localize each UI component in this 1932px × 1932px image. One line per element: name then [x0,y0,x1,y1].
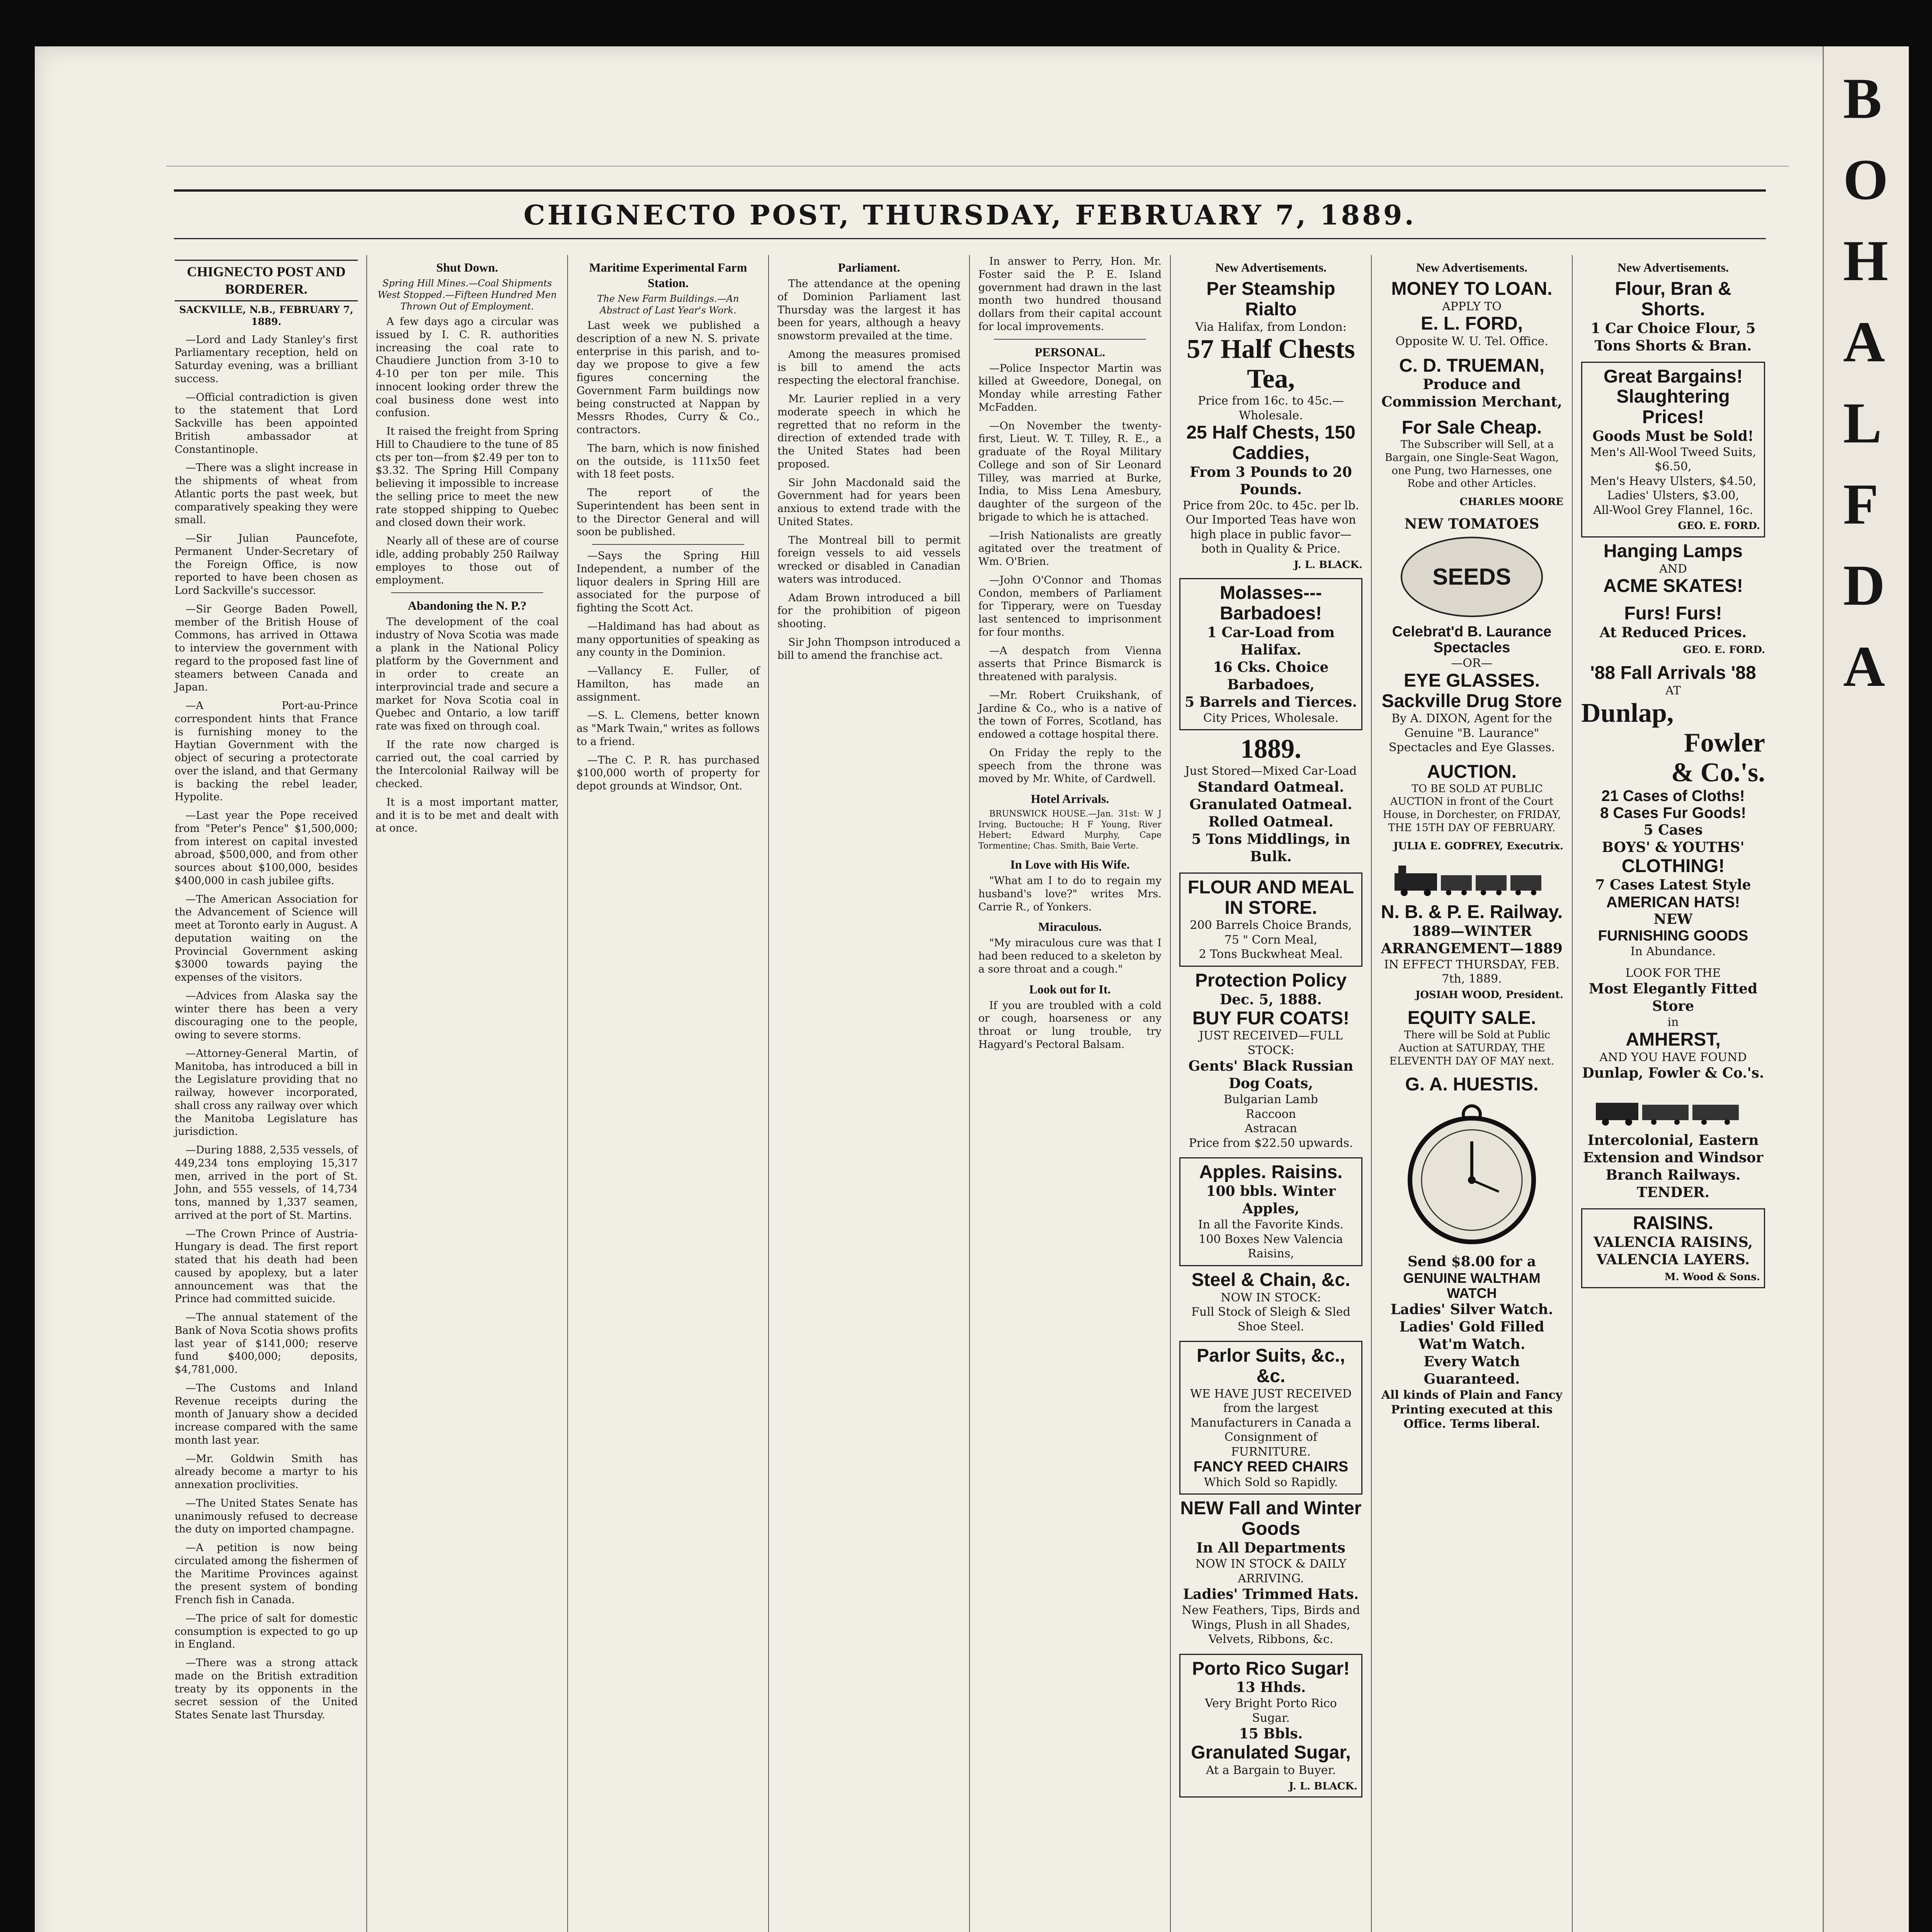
news-item: —The C. P. R. has purchased $100,000 worth of property for depot grounds at Windsor, Ont. [577,754,760,792]
ad-line: IN EFFECT THURSDAY, FEB. 7th, 1889. [1384,957,1560,986]
article-subhead: The New Farm Buildings.—An Abstract of Last Year's Work. [597,293,739,316]
ad-headline: Parlor Suits, &c., &c. [1196,1345,1345,1386]
news-item: —The annual statement of the Bank of Nova Scotia shows profits last year of $141,000; reserve fund $400,000; deposits, $4,781,000. [175,1311,358,1376]
section-heading: New Advertisements. [1416,260,1527,274]
ad-line: Our Imported Teas have won high place in public favor—both in Quality & Price. [1185,513,1356,556]
ad-body: There will be Sold at Public Auction at SATURDAY, THE ELEVENTH DAY OF MAY next. [1389,1029,1554,1067]
ad-line: 1 Car-Load from Halifax. [1207,624,1335,658]
ad-line: Dec. 5, 1888. [1220,991,1322,1008]
ad-line: In Abundance. [1630,945,1716,959]
ad-line: At Reduced Prices. [1599,624,1747,641]
ad-line: 75 " Corn Meal, [1224,933,1318,947]
ad-headline: Porto Rico Sugar! [1192,1658,1350,1679]
ad-block [1179,1157,1362,1266]
ad-signature: CHARLES MOORE [1459,496,1563,508]
ad-line: WE HAVE JUST RECEIVED from the largest Manufacturers in Canada a Consignment of FURNITURE. [1190,1387,1352,1459]
divider [592,544,744,545]
ad-signature: J. L. BLACK. [1289,1780,1357,1792]
pocket-watch-icon [1398,1099,1545,1246]
ad-line: 5 Cases [1643,821,1703,838]
ad-line: 100 bbls. Winter Apples, [1206,1183,1336,1217]
news-item: —Mr. Robert Cruikshank, of Jardine & Co., who is a native of the town of Forres, Scotland, has endowed a cottage hospital there. [978,689,1162,740]
ad-headline: EYE GLASSES. [1403,670,1540,691]
hotel-list: BRUNSWICK HOUSE.—Jan. 31st: W J Irving, Buctouche; H F Young, River Hebert; Edward Murphy, Cape Tormentine; Chas. Smith, Baie Verte. [978,809,1162,851]
fragment-letter: F [1843,472,1879,536]
ad-line: 7 Cases Latest Style [1595,877,1751,893]
section-heading-hotel: Hotel Arrivals. [1031,792,1109,806]
ad-line: Very Bright Porto Rico Sugar. [1205,1697,1337,1725]
ad-block-raisins [1581,1208,1765,1288]
column-6 [1171,255,1372,1932]
ad-line: Men's Heavy Ulsters, $4.50, [1590,474,1757,488]
news-item: —Lord and Lady Stanley's first Parliamentary reception, held on Saturday evening, was a brilliant success. [175,333,358,385]
ad-body: "My miraculous cure was that I had been reduced to a skeleton by a sore throat and a cough." [978,937,1162,975]
news-item: —A despatch from Vienna asserts that Prince Bismarck is threatened with paralysis. [978,645,1162,683]
news-item: —There was a slight increase in the shipments of wheat from Atlantic ports the past week, but comparatively speaking they were small. [175,462,358,526]
ad-headline: ACME SKATES! [1603,576,1743,597]
news-item: —Official contradiction is given to the statement that Lord Sackville has been appointed British ambassador at Constantinople. [175,391,358,456]
ad-line: Ladies' Gold Filled Wat'm Watch. [1399,1319,1544,1352]
ad-headline: Celebrat'd B. Laurance Spectacles [1392,623,1552,656]
ad-headline: CLOTHING! [1621,855,1725,876]
ad-headline: Per Steamship Rialto [1206,279,1335,320]
ad-block-seeds [1380,515,1563,617]
ad-block-spectacles [1380,624,1563,755]
ad-line: All-Wool Grey Flannel, 16c. [1593,503,1753,517]
ad-line: Dunlap, Fowler & Co.'s. [1582,1065,1764,1082]
ad-line: Ladies' Trimmed Hats. [1183,1586,1359,1603]
article-paragraph: The attendance at the opening of Dominion Parliament last Thursday was the largest it has been for years, although a heavy snowstorm prevailed at the time. [777,278,961,342]
ad-headline: 1889. [1240,734,1301,764]
ad-line: From 3 Pounds to 20 Pounds. [1190,464,1352,498]
ad-line: 16 Cks. Choice Barbadoes, [1213,659,1329,693]
ad-block [1179,1341,1362,1495]
ad-headline: FANCY REED CHAIRS [1193,1459,1349,1475]
ad-headline: In Love with His Wife. [1010,857,1130,871]
ad-line: JUST RECEIVED—FULL STOCK: [1199,1029,1343,1057]
news-item: —During 1888, 2,535 vessels, of 449,234 tons employing 15,317 men, arrived in the port of St. John, and 555 vessels, of 14,734 tons, manned by 1,337 seamen, arrived at the port of St. Martins. [175,1144,358,1221]
column-5 [970,255,1171,1932]
column-8 [1573,255,1774,1932]
ad-block-furs [1581,604,1765,656]
page-top-edge [166,155,1789,178]
ad-line: Send $8.00 for a [1407,1253,1536,1270]
ad-line: NEW TOMATOES [1404,515,1539,532]
news-item: —Haldimand has had about as many opportunities of speaking as any county in the Dominion. [577,620,760,659]
ad-line: 8 Cases Fur Goods! [1600,804,1746,821]
ad-headline: '88 Fall Arrivals '88 [1590,663,1756,684]
ad-line: In All Departments [1196,1540,1345,1556]
column-2 [367,255,568,1932]
ad-line: NOW IN STOCK: [1221,1291,1321,1304]
news-item: —A petition is now being circulated among the fishermen of the Maritime Provinces against the present system of bonding French fish in Canada. [175,1542,358,1606]
news-item: —The Crown Prince of Austria-Hungary is dead. The first report stated that his death had been caused by apoplexy, but a later announcement was that the Prince had committed suicide. [175,1228,358,1305]
ad-block-intercolonial [1581,1089,1765,1201]
ad-line: 5 Tons Middlings, in Bulk. [1191,831,1350,865]
dateline: SACKVILLE, N.B., FEBRUARY 7, 1889. [179,304,354,328]
ad-line: All kinds of Plain and Fancy Printing executed at this Office. Terms liberal. [1381,1388,1563,1431]
firm-name: Dunlap, [1581,698,1674,728]
columns [166,255,1781,1932]
ad-headline: Slaughtering Prices! [1616,386,1730,428]
news-item: —The United States Senate has unanimously refused to decrease the duty on imported champagne. [175,1497,358,1536]
ad-headline: G. A. HUESTIS. [1405,1074,1539,1095]
news-item: —Attorney-General Martin, of Manitoba, has introduced a bill in the Legislature providing that no railway, however incorporated, shall cross any railway over which the Manitoba Legislature has jurisdiction. [175,1047,358,1138]
ad-headline: Protection Policy [1195,970,1347,991]
ad-line: Which Sold so Rapidly. [1204,1475,1338,1489]
ad-line: Every Watch Guaranteed. [1423,1354,1520,1387]
train-icon [1391,862,1553,896]
news-item: —S. L. Clemens, better known as "Mark Twain," writes as follows to a friend. [577,709,760,748]
news-item: —There was a strong attack made on the British extradition treaty by its opponents in the secret session of the United States Senate last Thursday. [175,1657,358,1721]
ad-line: Price from $22.50 upwards. [1189,1136,1353,1150]
news-items [175,333,358,1722]
ad-headline: Furs! Furs! [1624,603,1722,624]
ad-line: City Prices, Wholesale. [1203,711,1338,725]
ad-line: 1889—WINTER ARRANGEMENT—1889 [1381,923,1563,957]
ad-headline: Look out for It. [1029,982,1111,996]
ad-headline: MONEY TO LOAN. [1391,279,1553,299]
ad-block-dunlap [1581,663,1765,959]
divider [994,339,1146,340]
news-item: —The price of salt for domestic consumption is expected to go up in England. [175,1612,358,1651]
ad-line: Men's All-Wool Tweed Suits, $6.50, [1590,445,1756,474]
ad-headline: For Sale Cheap. [1401,417,1542,438]
ad-line: Price from 20c. to 45c. per lb. [1182,498,1359,512]
news-item: —Mr. Goldwin Smith has already become a martyr to his annexation proclivities. [175,1452,358,1491]
ad-headline: Flour, Bran & Shorts. [1615,279,1731,320]
article-headline: Abandoning the N. P.? [408,599,527,612]
ad-line: Standard Oatmeal. [1197,779,1344,795]
article-paragraph: The Montreal bill to permit foreign vessels to aid vessels wrecked or disabled in Canadian waters was introduced. [777,534,961,585]
ad-signature: JOSIAH WOOD, President. [1415,989,1563,1001]
ad-block [1179,734,1362,866]
ad-line: VALENCIA RAISINS, [1593,1234,1753,1250]
ad-block-flour [1581,279,1765,355]
ad-headline: NEW Fall and Winter Goods [1180,1498,1362,1539]
ad-block-sale [1380,418,1563,508]
ad-line: Price from 16c. to 45c.—Wholesale. [1198,394,1344,422]
section-heading-personal: PERSONAL. [1034,345,1105,359]
article-paragraph: Sir John Thompson introduced a bill to amend the franchise act. [777,636,961,662]
article-paragraph: The development of the coal industry of Nova Scotia was made a plank in the National Policy platform by the Government and in order to create an interprovincial trade and secure a market for Nova Scotia coal in Quebec and Ontario, a low tariff rate was fixed on through coal. [376,616,559,732]
ad-line: LOOK FOR THE [1625,966,1721,980]
ad-signature: JULIA E. GODFREY, Executrix. [1393,840,1563,852]
ad-headline: FURNISHING GOODS [1598,928,1748,944]
ad-headline: E. L. FORD, [1421,313,1523,334]
article-paragraph: Mr. Laurier replied in a very moderate speech in which he regretted that no reform in the direction of extended trade with the United States had been proposed. [777,393,961,470]
ad-headline: BUY FUR COATS! [1192,1008,1350,1029]
ad-line: Raccoon [1245,1107,1296,1121]
ad-line: Just Stored—Mixed Car-Load [1185,764,1357,778]
ad-line: BOYS' & YOUTHS' [1602,839,1745,855]
ad-line: Ladies' Ulsters, $3.00, [1607,489,1739,503]
ad-line: 2 Tons Buckwheat Meal. [1199,947,1343,961]
ad-line: 1 Car Choice Flour, 5 Tons Shorts & Bran. [1590,320,1756,354]
ad-line: Goods Must be Sold! [1592,428,1754,444]
ad-line: 21 Cases of Cloths! [1601,787,1745,804]
adjacent-page-fragment [1823,46,1909,1932]
ad-line: Rolled Oatmeal. [1208,813,1333,830]
ad-line: Gents' Black Russian Dog Coats, [1188,1058,1354,1092]
ad-line: 200 Barrels Choice Brands, [1190,918,1352,932]
article-headline: Maritime Experimental Farm Station. [589,260,747,290]
ad-block-railway [1380,859,1563,1001]
ad-headline: AMERICAN HATS! [1606,894,1740,911]
ad-headline: 25 Half Chests, 150 Caddies, [1186,422,1355,463]
ad-headline: Granulated Sugar, [1191,1742,1351,1763]
ad-headline: GENUINE WALTHAM WATCH [1403,1270,1541,1301]
ad-line: AT [1665,684,1681,698]
newspaper-page [35,46,1909,1932]
ad-headline: 57 Half Chests Tea, [1187,334,1355,394]
article-paragraph: It raised the freight from Spring Hill to Chaudiere to the tune of 85 cts per ton—from $2.49 per ton to $3.32. The Spring Hill Company believing it impossible to increase the selling price to meet the new rate stopped shipping to Quebec and closed down their work. [376,425,559,529]
ad-line: NEW [1653,911,1693,928]
masthead: CHIGNECTO POST, THURSDAY, FEBRUARY 7, 1889. [174,189,1766,239]
ad-line: —OR— [1451,656,1493,670]
ad-block [1179,872,1362,967]
ad-line: Opposite W. U. Tel. Office. [1395,335,1548,349]
article-paragraph: The barn, which is now finished on the outside, is 111x50 feet with 18 feet posts. [577,442,760,481]
fragment-letter: A [1843,634,1885,699]
news-item: —Says the Spring Hill Independent, a number of the liquor dealers in Spring Hill are associated for the purpose of fighting the Scott Act. [577,550,760,614]
article-paragraph: Among the measures promised is bill to amend the acts respecting the electoral franchise. [777,348,961,387]
ad-line: in [1667,1015,1679,1029]
article-headline: Shut Down. [436,260,498,274]
ad-headline: RAISINS. [1633,1213,1714,1233]
ad-body: "What am I to do to regain my husband's love?" writes Mrs. Carrie R., of Yonkers. [978,875,1162,913]
article-paragraph: Adam Brown introduced a bill for the prohibition of pigeon shooting. [777,592,961,630]
ad-line: Ladies' Silver Watch. [1390,1301,1553,1318]
news-item: —On November the twenty-first, Lieut. W. T. Tilley, R. E., a graduate of the Royal Military College and son of Sir Leonard Tilley, was married at Burke, India, to Miss Lena Amesbury, daughter of the surgeon of the brigade to which he is attached. [978,420,1162,523]
ad-line: Most Elegantly Fitted Store [1588,981,1758,1015]
ad-block-bargains [1581,362,1765,537]
news-item: —Police Inspector Martin was killed at Gweedore, Donegal, on Monday while arresting Father McFadden. [978,362,1162,413]
ad-headline: Hanging Lamps [1603,541,1743,561]
article-paragraph: In answer to Perry, Hon. Mr. Foster said the P. E. Island government had drawn in the last month two hundred thousand dollars from their capital account for local improvements. [978,255,1162,333]
ad-signature: GEO. E. FORD. [1678,520,1760,532]
ad-signature: J. L. BLACK. [1294,559,1362,571]
ad-line: Granulated Oatmeal. [1189,796,1352,813]
ad-signature: M. Wood & Sons. [1664,1271,1760,1283]
ad-line: By A. DIXON, Agent for the Genuine "B. Laurance" Spectacles and Eye Glasses. [1388,712,1555,755]
article-paragraph: A few days ago a circular was issued by I. C. R. authorities increasing the coal rate to Chaudiere Junction from 3-10 to 4-10 per ton per mile. This innocent looking order threw the coal business done west into confusion. [376,316,559,419]
ad-block-trueman [1380,356,1563,411]
ad-headline: Apples. Raisins. [1199,1162,1343,1183]
ad-line: Astracan [1245,1122,1297,1136]
ad-line: New Feathers, Tips, Birds and Wings, Plush in all Shades, Velvets, Ribbons, &c. [1182,1604,1360,1646]
fragment-letter: D [1843,553,1885,617]
article-headline: Parliament. [838,260,900,274]
firm-name: & Co.'s. [1671,757,1765,787]
ad-body: TO BE SOLD AT PUBLIC AUCTION in front of the Court House, in Dorchester, on FRIDAY, THE 15TH DAY OF FEBRUARY. [1383,782,1561,834]
ad-body: The Subscriber will Sell, at a Bargain, one Single-Seat Wagon, one Pung, two Harnesses, one Robe and other Articles. [1384,439,1559,490]
ad-block [1179,1498,1362,1646]
ad-block-huestis [1380,1075,1563,1431]
ad-block-lamps [1581,541,1765,597]
news-item: —Advices from Alaska say the winter there has been a very discouraging one to the people, owing to severe storms. [175,990,358,1041]
column-3 [568,255,769,1932]
article-paragraph: It is a most important matter, and it is to be met and dealt with at once. [376,796,559,835]
ad-headline: FLOUR AND MEAL IN STORE. [1187,877,1354,918]
fragment-letter: H [1843,229,1888,293]
ad-line: APPLY TO [1442,299,1502,313]
news-item: —The American Association for the Advancement of Science will meet at Toronto early in August. A deputation waiting on the Provincial Government asking $3000 towards paying the expenses of the visitors. [175,893,358,983]
ad-headline: AUCTION. [1427,761,1517,782]
news-item: —Irish Nationalists are greatly agitated over the treatment of Wm. O'Brien. [978,529,1162,568]
ad-line: Bulgarian Lamb [1223,1093,1318,1107]
ad-headline: Sackville Drug Store [1381,690,1562,711]
ad-block-auction [1380,762,1563,852]
article-paragraph: The report of the Superintendent has been sent in to the Director General and will soon be published. [577,487,760,538]
ad-headline: N. B. & P. E. Railway. [1381,901,1563,922]
news-item: On Friday the reply to the speech from the throne was moved by Mr. White, of Cardwell. [978,747,1162,785]
ad-headline: Great Bargains! [1603,366,1743,387]
ad-line: VALENCIA LAYERS. [1596,1251,1750,1268]
ad-block-lookfor [1581,966,1765,1082]
fragment-letter: A [1843,310,1885,374]
ad-line: AND YOU HAVE FOUND [1599,1050,1747,1064]
news-item: —Last year the Pope received from "Peter's Pence" $1,500,000; from interest on capital invested abroad, $500,000, and from other sources about $100,000, besides $400,000 in cash jubilee gifts. [175,810,358,887]
ad-line: TENDER. [1636,1184,1710,1201]
ad-block [1179,279,1362,571]
train-icon [1592,1091,1754,1126]
ad-line: At a Bargain to Buyer. [1206,1764,1336,1777]
divider [391,592,543,593]
ad-signature: GEO. E. FORD. [1683,644,1765,656]
ad-headline: AMHERST, [1626,1029,1721,1050]
firm-name: Fowler [1684,728,1765,758]
ad-line: In all the Favorite Kinds. [1198,1218,1344,1232]
ad-block [1179,1654,1362,1798]
ad-line: Intercolonial, Eastern Extension and Windsor Branch Railways. [1583,1132,1764,1183]
news-item: —A Port-au-Prince correspondent hints that France is furnishing money to the Haytian Government with the object of securing a protectorate over the island, and that Germany is backing the rebel leader, Hypolite. [175,700,358,803]
news-item: —The Customs and Inland Revenue receipts during the month of January show a decided increase compared with the same month last year. [175,1382,358,1446]
ad-headline: Miraculous. [1038,920,1102,934]
column-1 [166,255,367,1932]
ad-block [1179,971,1362,1151]
ad-line: Produce and Commission Merchant, [1381,376,1562,410]
ad-body: If you are troubled with a cold or cough, hoarseness or any throat or lung trouble, try Hagyard's Pectoral Balsam. [978,999,1162,1051]
ad-line: 5 Barrels and Tierces. [1185,694,1357,710]
ad-line: 15 Bbls. [1239,1726,1303,1742]
column-4 [769,255,970,1932]
seeds-label: SEEDS [1432,564,1511,590]
article-paragraph: Nearly all of these are of course idle, adding probably 250 Railway employes to those out of employment. [376,535,559,587]
ad-block-money [1380,279,1563,349]
ad-headline: Molasses---Barbadoes! [1219,583,1322,624]
ad-line: 100 Boxes New Valencia Raisins, [1199,1232,1343,1261]
ad-line: Via Halifax, from London: [1195,320,1347,334]
article-paragraph: Last week we published a description of a new N. S. private enterprise in this parish, and to-day we propose to give a few figures concerning the Government Farm buildings now being constructed at Nappan by Messrs Rhodes, Curry & Co., contractors. [577,320,760,436]
paper-title: CHIGNECTO POST AND BORDERER. [175,260,358,301]
section-heading: New Advertisements. [1617,260,1729,274]
section-heading: New Advertisements. [1215,260,1327,274]
ad-headline: C. D. TRUEMAN, [1399,355,1544,376]
ad-line: NOW IN STOCK & DAILY ARRIVING. [1195,1557,1347,1585]
news-item: —Sir Julian Pauncefote, Permanent Under-Secretary of the Foreign Office, is now reported to have been chosen as Lord Sackville's successor. [175,532,358,597]
news-item: —John O'Connor and Thomas Condon, members of Parliament for Tipperary, were on Tuesday last sentenced to imprisonment for four months. [978,574,1162,638]
ad-line: AND [1659,562,1687,576]
ad-headline: Steel & Chain, &c. [1191,1269,1350,1290]
ad-line: Full Stock of Sleigh & Sled Shoe Steel. [1191,1305,1350,1333]
column-7 [1372,255,1573,1932]
fragment-letter: B [1843,66,1882,131]
ad-block-equity [1380,1008,1563,1068]
ad-block [1179,578,1362,730]
article-subhead: Spring Hill Mines.—Coal Shipments West Stopped.—Fifteen Hundred Men Thrown Out of Employment. [378,278,557,312]
fragment-letter: L [1843,391,1882,455]
article-paragraph: Sir John Macdonald said the Government had for years been anxious to extend trade with the United States. [777,476,961,528]
seed-emblem [1401,537,1543,617]
news-item: —Vallancy E. Fuller, of Hamilton, has made an assignment. [577,665,760,703]
article-paragraph: If the rate now charged is carried out, the coal carried by the Intercolonial Railway will be checked. [376,738,559,790]
ad-headline: EQUITY SALE. [1407,1008,1536,1029]
news-item: —Sir George Baden Powell, member of the British House of Commons, has arrived in Ottawa to interview the government with regard to the proposed fast line of steamers between Canada and Japan. [175,603,358,694]
ad-line: 13 Hhds. [1236,1679,1306,1696]
ad-block [1179,1270,1362,1334]
fragment-letter: O [1843,148,1888,212]
